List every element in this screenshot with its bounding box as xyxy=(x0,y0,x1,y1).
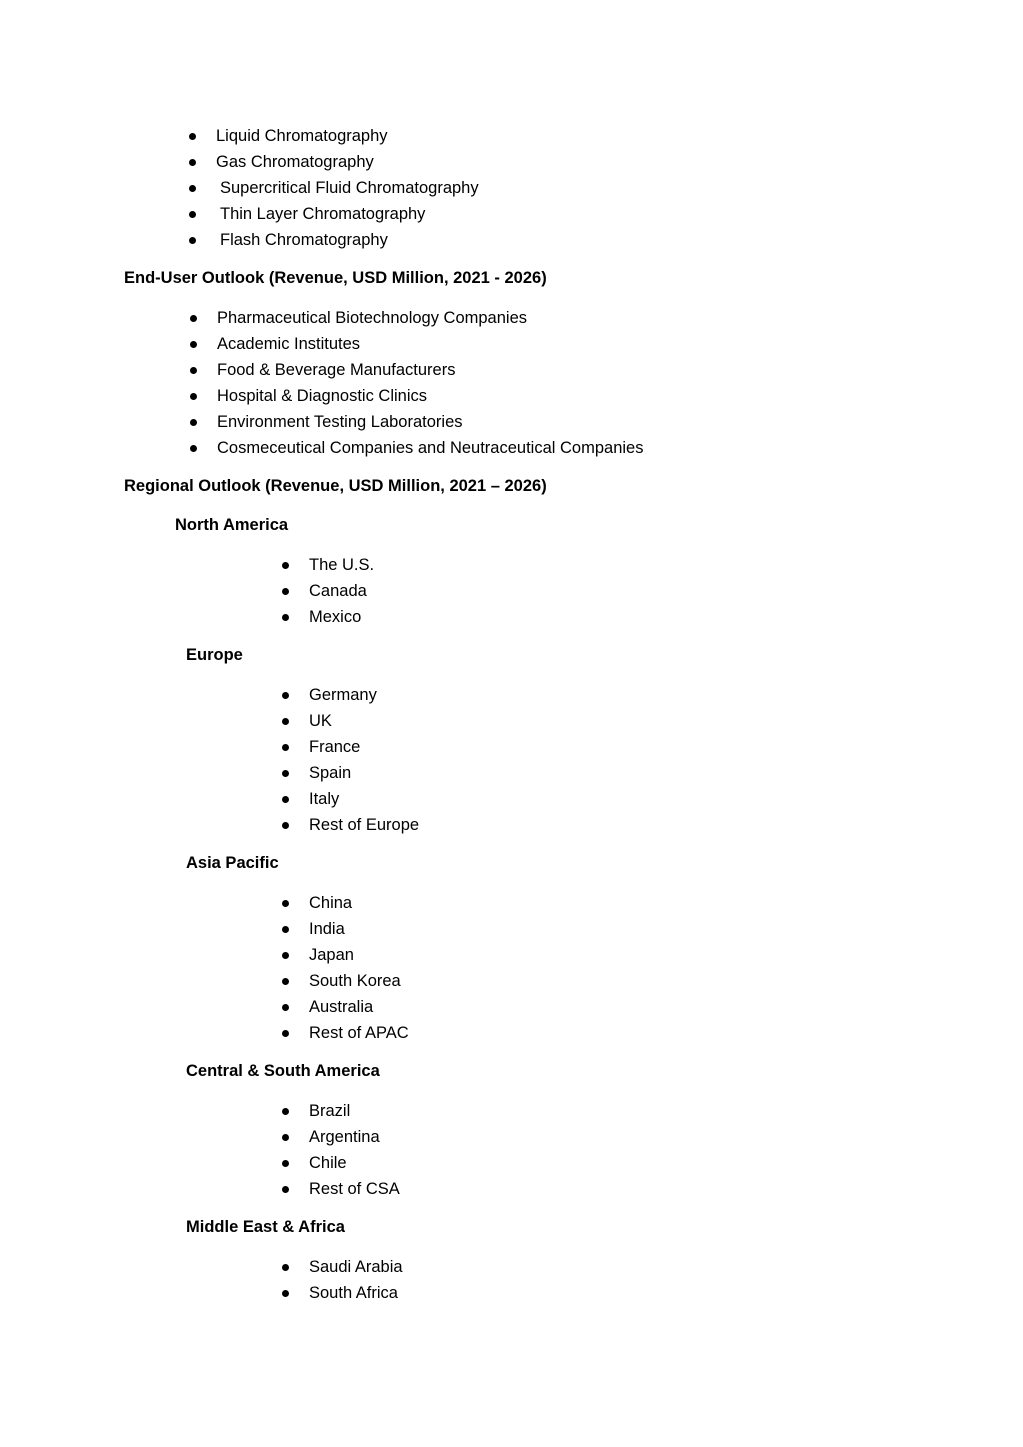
bullet-icon xyxy=(282,1290,289,1297)
list-item xyxy=(216,124,388,148)
bullet-icon xyxy=(282,744,289,751)
list-item-text: Spain xyxy=(309,764,352,782)
list-item xyxy=(217,436,643,460)
list-item xyxy=(309,579,367,603)
list-item-text: Rest of CSA xyxy=(309,1180,400,1198)
bullet-icon xyxy=(282,1160,289,1167)
list-item-text: China xyxy=(309,894,353,912)
list-item xyxy=(309,787,339,811)
list-item xyxy=(309,917,345,941)
bullet-icon xyxy=(282,718,289,725)
bullet-icon xyxy=(189,237,196,244)
list-item-text: Gas Chromatography xyxy=(216,153,374,171)
region-heading: Central & South America xyxy=(186,1062,380,1080)
bullet-icon xyxy=(282,978,289,985)
list-item-text: Flash Chromatography xyxy=(220,231,388,249)
list-item-text: Cosmeceutical Companies and Neutraceutical Companies xyxy=(217,439,644,457)
bullet-icon xyxy=(190,393,197,400)
list-item-text: Saudi Arabia xyxy=(309,1258,403,1276)
list-item-text: Environment Testing Laboratories xyxy=(217,413,463,431)
bullet-icon xyxy=(282,1108,289,1115)
bullet-icon xyxy=(282,926,289,933)
list-item xyxy=(309,1281,398,1305)
list-item-text: Hospital & Diagnostic Clinics xyxy=(217,387,427,405)
bullet-icon xyxy=(282,562,289,569)
list-item-text: India xyxy=(309,920,345,938)
list-item-text: South Africa xyxy=(309,1284,398,1302)
bullet-icon xyxy=(282,1004,289,1011)
bullet-icon xyxy=(189,133,196,140)
list-item xyxy=(217,332,360,356)
list-item-text: Argentina xyxy=(309,1128,380,1146)
list-item xyxy=(309,1099,350,1123)
list-item xyxy=(309,1255,403,1279)
bullet-icon xyxy=(282,1030,289,1037)
list-item xyxy=(309,995,373,1019)
list-item-text: Food & Beverage Manufacturers xyxy=(217,361,456,379)
list-item-text: France xyxy=(309,738,361,756)
list-item-text: Brazil xyxy=(309,1102,351,1120)
list-item-text: Academic Institutes xyxy=(217,335,361,353)
list-item xyxy=(309,891,352,915)
list-item-text: Italy xyxy=(309,790,340,808)
list-item xyxy=(217,306,527,330)
list-item xyxy=(217,358,455,382)
list-item-text: Supercritical Fluid Chromatography xyxy=(220,179,479,197)
bullet-icon xyxy=(190,315,197,322)
bullet-icon xyxy=(282,770,289,777)
list-item-text: Germany xyxy=(309,686,377,704)
list-item-text: Thin Layer Chromatography xyxy=(220,205,426,223)
list-item-text: Pharmaceutical Biotechnology Companies xyxy=(217,309,528,327)
bullet-icon xyxy=(189,185,196,192)
bullet-icon xyxy=(190,367,197,374)
list-item xyxy=(220,202,425,226)
end-user-heading: End-User Outlook (Revenue, USD Million, 2021 - 2026) xyxy=(124,269,547,287)
list-item xyxy=(220,228,388,252)
region-heading: Europe xyxy=(186,646,243,664)
list-item xyxy=(309,735,360,759)
list-item-text: UK xyxy=(309,712,332,730)
region-heading: North America xyxy=(175,516,289,534)
list-item xyxy=(309,1151,347,1175)
bullet-icon xyxy=(282,1134,289,1141)
list-item-text: The U.S. xyxy=(309,556,375,574)
list-item xyxy=(309,605,361,629)
bullet-icon xyxy=(190,445,197,452)
list-item xyxy=(309,1177,400,1201)
list-item xyxy=(309,553,374,577)
list-item-text: Japan xyxy=(309,946,354,964)
list-item xyxy=(216,150,374,174)
bullet-icon xyxy=(282,1186,289,1193)
list-item xyxy=(309,709,332,733)
list-item-text: South Korea xyxy=(309,972,401,990)
bullet-icon xyxy=(282,614,289,621)
region-heading: Middle East & Africa xyxy=(186,1218,345,1236)
bullet-icon xyxy=(282,900,289,907)
bullet-icon xyxy=(189,159,196,166)
bullet-icon xyxy=(282,796,289,803)
list-item xyxy=(309,1125,380,1149)
bullet-icon xyxy=(282,692,289,699)
bullet-icon xyxy=(190,341,197,348)
region-heading: Asia Pacific xyxy=(186,854,279,872)
bullet-icon xyxy=(189,211,196,218)
list-item xyxy=(220,176,479,200)
list-item xyxy=(309,1021,409,1045)
bullet-icon xyxy=(282,822,289,829)
bullet-icon xyxy=(190,419,197,426)
list-item xyxy=(309,813,419,837)
list-item xyxy=(309,943,354,967)
list-item-text: Mexico xyxy=(309,608,362,626)
bullet-icon xyxy=(282,588,289,595)
list-item xyxy=(309,969,401,993)
list-item-text: Rest of Europe xyxy=(309,816,420,834)
list-item-text: Australia xyxy=(309,998,374,1016)
list-item-text: Canada xyxy=(309,582,367,600)
list-item-text: Liquid Chromatography xyxy=(216,127,388,145)
list-item xyxy=(309,761,351,785)
list-item-text: Rest of APAC xyxy=(309,1024,409,1042)
bullet-icon xyxy=(282,1264,289,1271)
list-item xyxy=(309,683,377,707)
bullet-icon xyxy=(282,952,289,959)
list-item xyxy=(217,384,427,408)
regional-heading: Regional Outlook (Revenue, USD Million, 2021 – 2026) xyxy=(124,477,547,495)
list-item-text: Chile xyxy=(309,1154,347,1172)
list-item xyxy=(217,410,463,434)
